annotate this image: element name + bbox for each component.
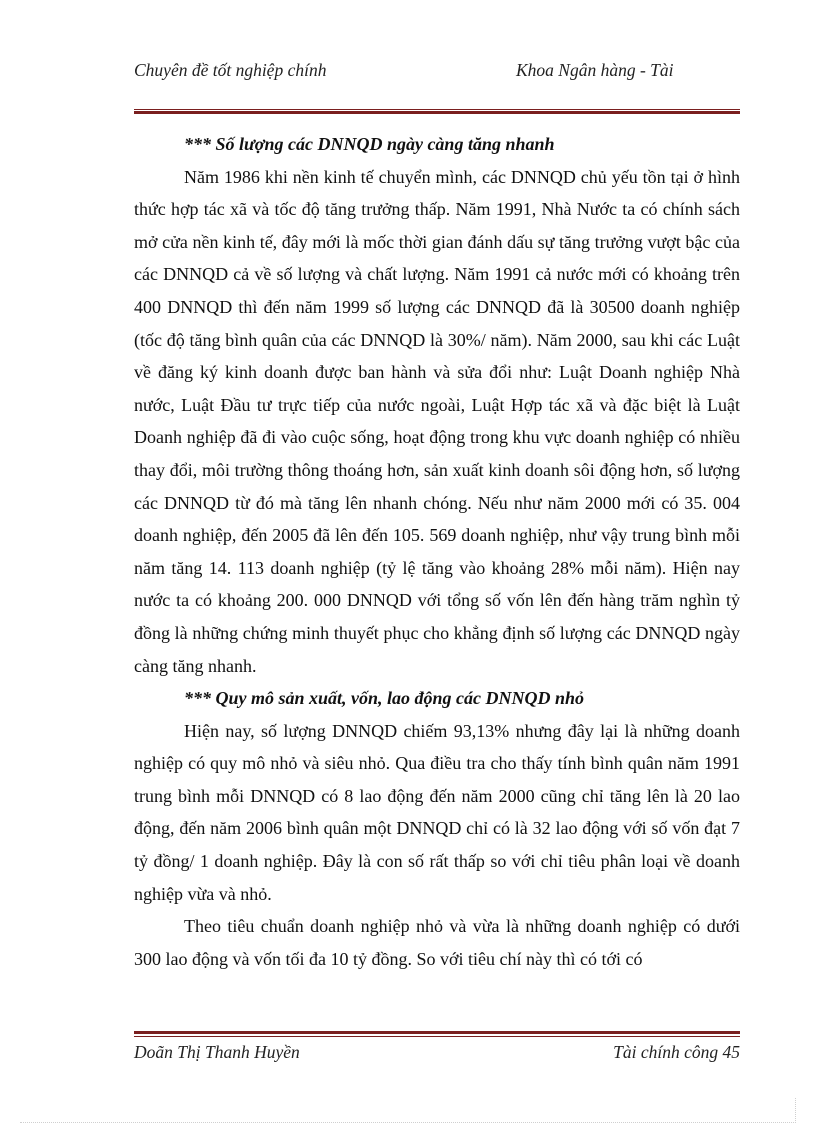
section-heading-quantity: *** Số lượng các DNNQD ngày càng tăng nhanh [184, 134, 555, 154]
header-rule-thin [134, 109, 740, 110]
page-edge-right [795, 1098, 796, 1123]
section-heading-scale: *** Quy mô sản xuất, vốn, lao động các DNNQD nhỏ [184, 688, 585, 709]
page-body [134, 128, 740, 975]
page-footer [134, 1042, 740, 1068]
footer-rule-thin [134, 1036, 740, 1037]
paragraph-criteria: Theo tiêu chuẩn doanh nghiệp nhỏ và vừa là những doanh nghiệp có dưới 300 lao động và vốn tối đa 10 tỷ đồng. So với tiêu chí này thì có tới có [134, 916, 740, 969]
paragraph-scale: Hiện nay, số lượng DNNQD chiếm 93,13% nhưng đây lại là những doanh nghiệp có quy mô nhỏ và siêu nhỏ. Qua điều tra cho thấy tính bình quân năm 1991 trung bình mỗi DNNQD có 8 lao động đến năm 2000 cũng chỉ tăng lên là 20 lao động, đến năm 2006 bình quân một DNNQD chỉ có là 32 lao động với số vốn đạt 7 tỷ đồng/ 1 doanh nghiệp. Đây là con số rất thấp so với chỉ tiêu phân loại về doanh nghiệp vừa và nhỏ. [134, 720, 740, 904]
header-rule-thick [134, 111, 740, 114]
header-document-title: Chuyên đề tốt nghiệp chính [134, 60, 327, 80]
footer-rule-thick [134, 1031, 740, 1034]
page-header [134, 58, 740, 108]
header-department: Khoa Ngân hàng - Tài [516, 60, 674, 80]
footer-course-page: Tài chính công 45 [613, 1042, 740, 1062]
paragraph-quantity: Năm 1986 khi nền kinh tế chuyển mình, các DNNQD chủ yếu tồn tại ở hình thức hợp tác xã và tốc độ tăng trưởng thấp. Năm 1991, Nhà Nước ta có chính sách mở cửa nền kinh tế, đây mới là mốc thời gian đánh dấu sự tăng trưởng vượt bậc của các DNNQD cả về số lượng và chất lượng. Năm 1991 cả nước mới có khoảng trên 400 DNNQD thì đến năm 1999 số lượng các DNNQD đã là 30500 doanh nghiệp (tốc độ tăng bình quân của các DNNQD là 30%/ năm). Năm 2000, sau khi các Luật về đăng ký kinh doanh được ban hành và sửa đổi như: Luật Doanh nghiệp Nhà nước, Luật Đầu tư trực tiếp của nước ngoài, Luật Hợp tác xã và đặc biệt là Luật Doanh nghiệp đã đi vào cuộc sống, hoạt động trong khu vực doanh nghiệp có nhiều thay đổi, môi trường thông thoáng hơn, sản xuất kinh doanh sôi động hơn, số lượng các DNNQD từ đó mà tăng lên nhanh chóng. Nếu như năm 2000 mới có 35. 004 doanh nghiệp, đến 2005 đã lên đến 105. 569 doanh nghiệp, như vậy trung bình mỗi năm tăng 14. 113 doanh nghiệp (tỷ lệ tăng vào khoảng 28% mỗi năm). Hiện nay nước ta có khoảng 200. 000 DNNQD với tổng số vốn lên đến hàng trăm nghìn tỷ đồng là những chứng minh thuyết phục cho khẳng định số lượng các DNNQD ngày càng tăng nhanh. [134, 166, 740, 676]
footer-author: Doãn Thị Thanh Huyền [134, 1042, 300, 1062]
